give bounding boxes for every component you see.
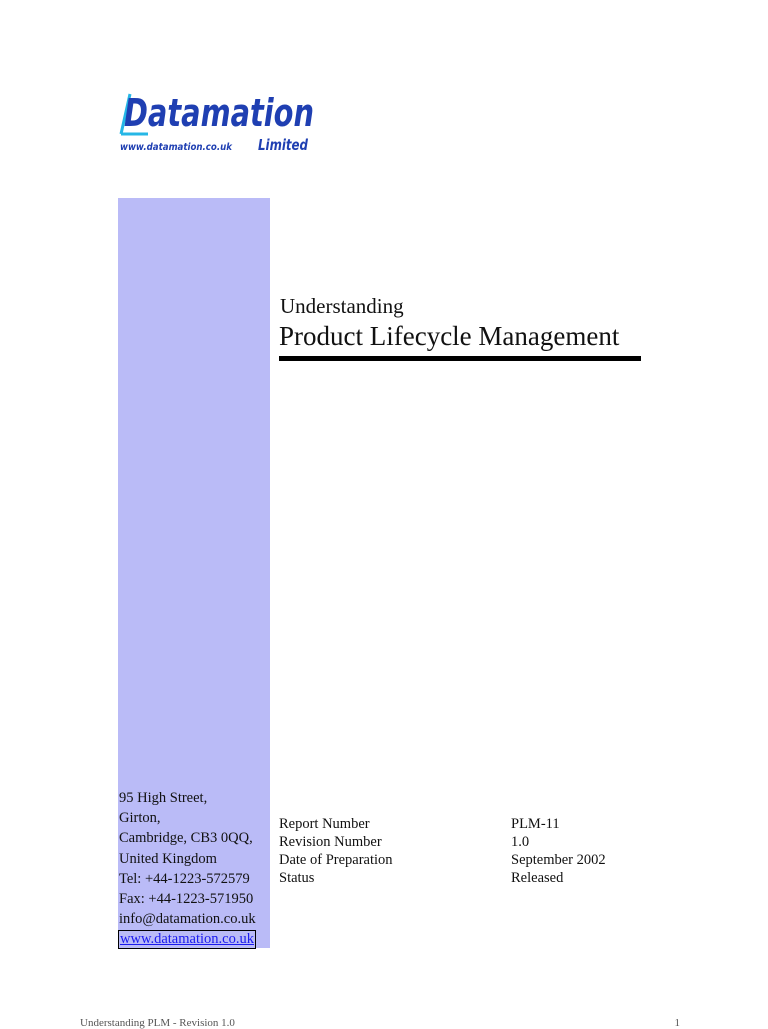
website-link[interactable]: www.datamation.co.uk [120, 931, 254, 948]
meta-row-revision-number [279, 833, 606, 851]
email: info@datamation.co.uk [119, 911, 256, 928]
meta-row-date-of-preparation [279, 851, 606, 869]
fax: Fax: +44-1223-571950 [119, 891, 254, 908]
meta-label: Revision Number [279, 834, 382, 850]
meta-value: 1.0 [511, 834, 530, 850]
meta-row-report-number [279, 815, 606, 833]
address-line: 95 High Street, [119, 790, 208, 806]
report-meta-table [279, 815, 606, 887]
logo-wordmark: Datamation [124, 91, 314, 135]
title-rule [279, 356, 641, 361]
page-footer [80, 1017, 680, 1029]
address-line: Girton, [119, 810, 161, 827]
meta-value: September 2002 [511, 852, 606, 868]
footer-text: Understanding PLM - Revision 1.0 [80, 1017, 235, 1029]
logo-suffix: Limited [258, 136, 309, 154]
document-subtitle: Understanding [280, 294, 404, 318]
meta-value: PLM-11 [511, 816, 560, 832]
meta-row-status [279, 869, 606, 887]
meta-value: Released [511, 870, 564, 886]
company-address [119, 788, 256, 950]
address-line: United Kingdom [119, 850, 217, 867]
datamation-logo-graphic [118, 86, 318, 156]
meta-label: Report Number [279, 816, 370, 832]
meta-label: Status [279, 870, 315, 886]
telephone: Tel: +44-1223-572579 [119, 870, 250, 887]
logo-url: www.datamation.co.uk [120, 142, 234, 153]
datamation-logo [118, 86, 318, 156]
page-number: 1 [674, 1017, 680, 1029]
document-title: Product Lifecycle Management [279, 321, 620, 351]
address-line: Cambridge, CB3 0QQ, [119, 830, 253, 847]
meta-label: Date of Preparation [279, 852, 393, 868]
